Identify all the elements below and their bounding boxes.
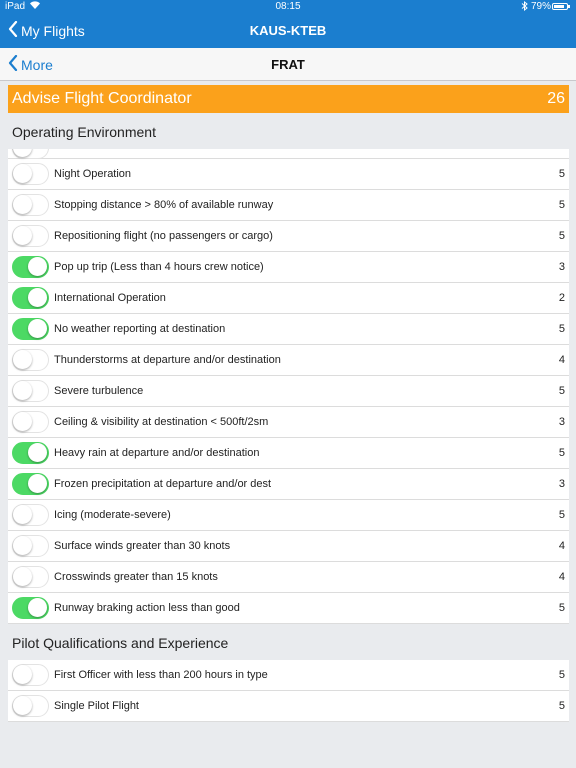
banner-score: 26	[547, 90, 565, 107]
toggle-switch[interactable]	[12, 535, 49, 557]
section-header-pilot-qualifications: Pilot Qualifications and Experience	[12, 635, 229, 651]
toggle-switch[interactable]	[12, 695, 49, 717]
section-header-operating-environment: Operating Environment	[12, 124, 156, 140]
toggle-switch[interactable]	[12, 349, 49, 371]
item-score: 3	[558, 416, 565, 428]
list-item	[8, 562, 569, 593]
toggle-switch[interactable]	[12, 411, 49, 433]
secondary-nav-bar	[0, 48, 576, 81]
list-item	[8, 190, 569, 221]
bluetooth-icon	[521, 1, 528, 14]
item-label: Icing (moderate-severe)	[54, 509, 171, 521]
item-label: First Officer with less than 200 hours in type	[54, 669, 268, 681]
list-item	[8, 252, 569, 283]
battery-percent: 79%	[531, 1, 552, 12]
item-score: 5	[558, 602, 565, 614]
item-score: 5	[558, 509, 565, 521]
item-score: 5	[558, 199, 565, 211]
item-score: 5	[558, 669, 565, 681]
list-item	[8, 438, 569, 469]
toggle-switch[interactable]	[12, 194, 49, 216]
item-score: 5	[558, 168, 565, 180]
risk-banner	[8, 85, 569, 113]
item-label: Stopping distance > 80% of available runway	[54, 199, 274, 211]
item-label: Night Operation	[54, 168, 132, 180]
toggle-switch[interactable]	[12, 597, 49, 619]
more-label: More	[21, 56, 53, 73]
toggle-switch[interactable]	[12, 318, 49, 340]
primary-nav-bar	[0, 14, 576, 48]
page-title: FRAT	[271, 57, 305, 72]
toggle-switch[interactable]	[12, 287, 49, 309]
toggle-switch[interactable]	[12, 380, 49, 402]
toggle-switch[interactable]	[12, 149, 49, 159]
item-label: Ceiling & visibility at destination < 500ft/2sm	[54, 416, 269, 428]
item-label: Runway braking action less than good	[54, 602, 240, 614]
item-label: Pop up trip (Less than 4 hours crew notice)	[54, 261, 264, 273]
list-item	[8, 159, 569, 190]
item-label: Frozen precipitation at departure and/or dest	[54, 478, 272, 490]
item-label: Crosswinds greater than 15 knots	[54, 571, 218, 583]
carrier-label: iPad	[5, 1, 26, 12]
list-item	[8, 345, 569, 376]
chevron-left-icon	[8, 55, 18, 74]
item-label: No weather reporting at destination	[54, 323, 226, 335]
item-score: 5	[558, 700, 565, 712]
list-item-partial	[8, 149, 569, 159]
item-score: 5	[558, 323, 565, 335]
list-item	[8, 314, 569, 345]
item-score: 3	[558, 478, 565, 490]
toggle-switch[interactable]	[12, 256, 49, 278]
list-item	[8, 469, 569, 500]
item-score: 5	[558, 447, 565, 459]
item-label: Thunderstorms at departure and/or destination	[54, 354, 281, 366]
status-bar	[0, 0, 576, 14]
list-item	[8, 500, 569, 531]
toggle-switch[interactable]	[12, 442, 49, 464]
list-item	[8, 660, 569, 691]
toggle-switch[interactable]	[12, 504, 49, 526]
item-score: 5	[558, 385, 565, 397]
item-label: International Operation	[54, 292, 166, 304]
status-time: 08:15	[275, 1, 301, 12]
back-label: My Flights	[21, 22, 85, 39]
route-title: KAUS-KTEB	[249, 23, 327, 38]
item-score: 5	[558, 230, 565, 242]
item-score: 4	[558, 571, 565, 583]
back-to-my-flights-button[interactable]	[8, 21, 85, 40]
list-item	[8, 376, 569, 407]
list-item	[8, 283, 569, 314]
item-label: Surface winds greater than 30 knots	[54, 540, 231, 552]
item-score: 4	[558, 540, 565, 552]
item-label: Single Pilot Flight	[54, 700, 139, 712]
item-score: 2	[558, 292, 565, 304]
item-score: 4	[558, 354, 565, 366]
list-item	[8, 531, 569, 562]
list-item	[8, 691, 569, 722]
item-label: Repositioning flight (no passengers or cargo)	[54, 230, 273, 242]
toggle-switch[interactable]	[12, 566, 49, 588]
list-item	[8, 593, 569, 624]
item-label: Heavy rain at departure and/or destination	[54, 447, 260, 459]
toggle-switch[interactable]	[12, 664, 49, 686]
toggle-switch[interactable]	[12, 473, 49, 495]
pilot-qualifications-list	[8, 660, 569, 722]
list-item	[8, 407, 569, 438]
more-button[interactable]	[8, 55, 53, 74]
list-item	[8, 221, 569, 252]
item-label: Severe turbulence	[54, 385, 144, 397]
banner-label: Advise Flight Coordinator	[12, 90, 192, 107]
item-score: 3	[558, 261, 565, 273]
battery-icon	[552, 3, 568, 10]
chevron-left-icon	[8, 21, 18, 40]
toggle-switch[interactable]	[12, 225, 49, 247]
operating-environment-list	[8, 149, 569, 624]
toggle-switch[interactable]	[12, 163, 49, 185]
